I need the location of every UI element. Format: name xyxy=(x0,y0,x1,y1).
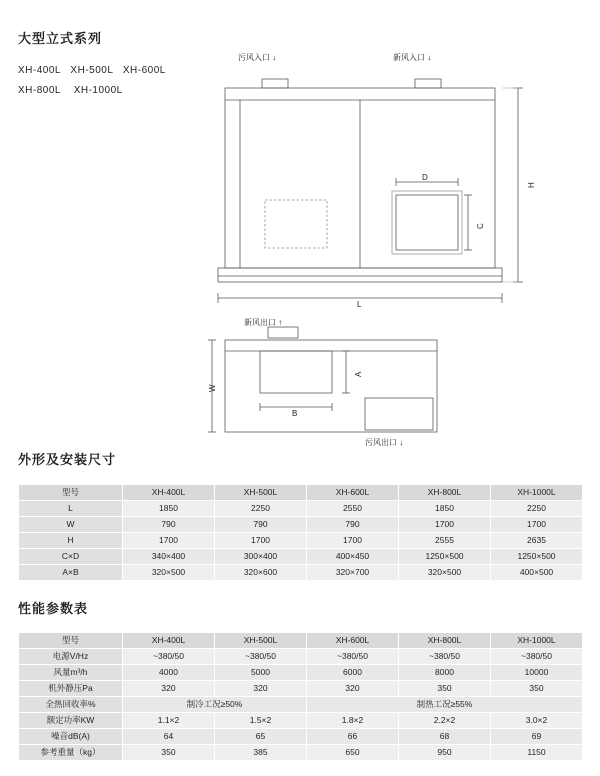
table-cell: 1.8×2 xyxy=(307,713,399,729)
model-list-line-2: XH-800L XH-1000L xyxy=(18,85,123,96)
table-cell: ~380/50 xyxy=(491,649,583,665)
table-header-row xyxy=(19,633,583,649)
table-cell: 2635 xyxy=(491,533,583,549)
table-cell: ~380/50 xyxy=(399,649,491,665)
table-cell: 69 xyxy=(491,729,583,745)
table-cell: 1150 xyxy=(491,745,583,761)
table-cell: 350 xyxy=(491,681,583,697)
label-dim-w: W xyxy=(208,384,217,392)
table-cell: 全热回收率% xyxy=(19,697,123,713)
table-cell: 65 xyxy=(215,729,307,745)
table-cell: ~380/50 xyxy=(307,649,399,665)
label-dim-c: C xyxy=(476,223,485,229)
table-header-cell: XH-400L xyxy=(123,633,215,649)
table-header-cell: XH-400L xyxy=(123,485,215,501)
table-cell: 1.1×2 xyxy=(123,713,215,729)
table-cell: 320 xyxy=(123,681,215,697)
table-cell: 320 xyxy=(215,681,307,697)
table-cell: 噪音dB(A) xyxy=(19,729,123,745)
table-row xyxy=(19,713,583,729)
table-header-cell: XH-500L xyxy=(215,633,307,649)
table-cell: 风量m³/h xyxy=(19,665,123,681)
table-cell: 350 xyxy=(123,745,215,761)
table-cell: C×D xyxy=(19,549,123,565)
table-cell: 340×400 xyxy=(123,549,215,565)
table-cell: 2250 xyxy=(491,501,583,517)
table-cell: 66 xyxy=(307,729,399,745)
table-cell: W xyxy=(19,517,123,533)
table-cell: 790 xyxy=(123,517,215,533)
table-cell: 64 xyxy=(123,729,215,745)
label-dim-a: A xyxy=(354,371,363,377)
page-title-performance: 性能参数表 xyxy=(18,601,89,616)
label-exhaust-outlet: 污风出口 ↓ xyxy=(365,438,404,447)
table-row xyxy=(19,565,583,581)
table-cell: 1700 xyxy=(307,533,399,549)
page-title-series: 大型立式系列 xyxy=(18,31,103,46)
table-header-cell: XH-1000L xyxy=(491,633,583,649)
table-header-cell: XH-800L xyxy=(399,485,491,501)
table-cell: 5000 xyxy=(215,665,307,681)
table-row xyxy=(19,649,583,665)
table-cell: 1700 xyxy=(491,517,583,533)
table-header-cell: 型号 xyxy=(19,485,123,501)
table-cell: A×B xyxy=(19,565,123,581)
table-cell: 400×500 xyxy=(491,565,583,581)
table-cell: 400×450 xyxy=(307,549,399,565)
table-cell: 1.5×2 xyxy=(215,713,307,729)
label-dim-l: L xyxy=(357,300,362,309)
table-row xyxy=(19,533,583,549)
table-header-cell: XH-500L xyxy=(215,485,307,501)
table-cell: 4000 xyxy=(123,665,215,681)
table-cell: ~380/50 xyxy=(215,649,307,665)
table-header-cell: XH-1000L xyxy=(491,485,583,501)
table-cell: 6000 xyxy=(307,665,399,681)
table-cell: 320×500 xyxy=(123,565,215,581)
table-cell: 1700 xyxy=(215,533,307,549)
table-row xyxy=(19,681,583,697)
table-cell: 机外静压Pa xyxy=(19,681,123,697)
table-cell: 2555 xyxy=(399,533,491,549)
label-dim-h: H xyxy=(527,182,536,188)
table-header-cell: XH-600L xyxy=(307,633,399,649)
page-title-dimensions: 外形及安装尺寸 xyxy=(18,452,117,467)
table-cell: L xyxy=(19,501,123,517)
table-cell-merged-cooling: 制冷工况≥50% xyxy=(123,697,307,713)
table-cell: 3.0×2 xyxy=(491,713,583,729)
table-cell: 1700 xyxy=(399,517,491,533)
table-cell: 10000 xyxy=(491,665,583,681)
table-cell: 320×500 xyxy=(399,565,491,581)
table-cell: 1850 xyxy=(399,501,491,517)
table-row xyxy=(19,517,583,533)
label-dim-d: D xyxy=(422,173,428,182)
table-row xyxy=(19,745,583,761)
table-row xyxy=(19,729,583,745)
table-cell: 385 xyxy=(215,745,307,761)
table-row xyxy=(19,549,583,565)
label-exhaust-inlet: 污风入口 ↓ xyxy=(238,53,277,62)
table-cell: 额定功率KW xyxy=(19,713,123,729)
table-cell: 68 xyxy=(399,729,491,745)
table-cell: 2250 xyxy=(215,501,307,517)
table-cell: 1250×500 xyxy=(491,549,583,565)
table-cell: H xyxy=(19,533,123,549)
table-cell: 300×400 xyxy=(215,549,307,565)
table-row xyxy=(19,665,583,681)
table-header-cell: 型号 xyxy=(19,633,123,649)
performance-table xyxy=(18,632,583,761)
table-cell: 2550 xyxy=(307,501,399,517)
table-cell: 790 xyxy=(215,517,307,533)
table-header-cell: XH-800L xyxy=(399,633,491,649)
label-dim-b: B xyxy=(292,409,298,418)
table-row xyxy=(19,501,583,517)
table-cell: 1850 xyxy=(123,501,215,517)
table-cell: ~380/50 xyxy=(123,649,215,665)
table-cell: 1250×500 xyxy=(399,549,491,565)
table-cell: 950 xyxy=(399,745,491,761)
table-cell: 1700 xyxy=(123,533,215,549)
table-cell: 650 xyxy=(307,745,399,761)
model-list-line-1: XH-400L XH-500L XH-600L xyxy=(18,65,166,76)
table-cell-merged-heating: 制热工况≥55% xyxy=(307,697,583,713)
table-cell: 320×700 xyxy=(307,565,399,581)
table-cell: 8000 xyxy=(399,665,491,681)
table-row-merged xyxy=(19,697,583,713)
table-cell: 320 xyxy=(307,681,399,697)
table-cell: 2.2×2 xyxy=(399,713,491,729)
technical-drawing xyxy=(200,55,590,445)
table-cell: 参考重量（kg） xyxy=(19,745,123,761)
dimensions-table xyxy=(18,484,583,581)
table-header-cell: XH-600L xyxy=(307,485,399,501)
table-header-row xyxy=(19,485,583,501)
label-fresh-inlet: 新风入口 ↓ xyxy=(393,53,432,62)
table-cell: 350 xyxy=(399,681,491,697)
table-cell: 790 xyxy=(307,517,399,533)
label-fresh-outlet: 新风出口 ↑ xyxy=(244,318,283,327)
table-cell: 电源V/Hz xyxy=(19,649,123,665)
table-cell: 320×600 xyxy=(215,565,307,581)
drawing-svg xyxy=(200,55,590,445)
